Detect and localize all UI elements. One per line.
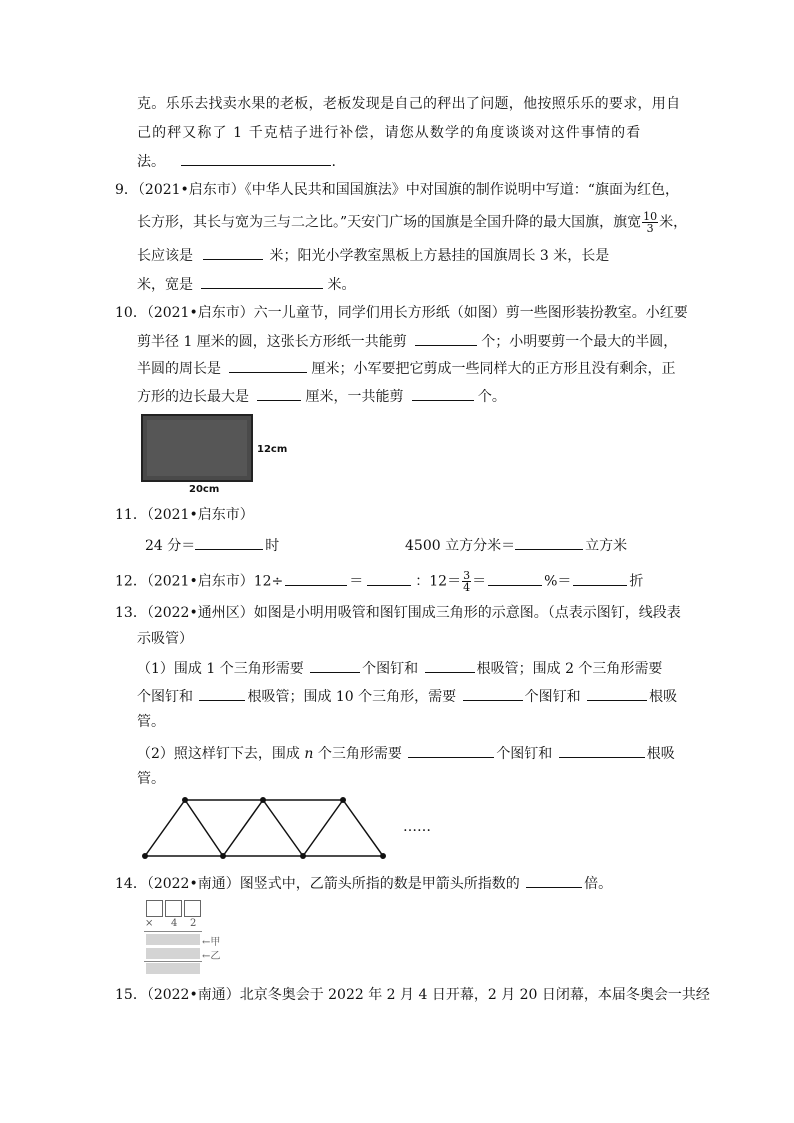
q8-line-2: 己的秤又称了 1 千克桔子进行补偿，请您从数学的角度谈谈对这件事情的看 — [137, 125, 642, 141]
q8-answer-blank[interactable] — [181, 151, 331, 166]
q10-text-c: 半圆的周长是 — [137, 361, 221, 377]
q9-text-b: 米， — [659, 214, 688, 231]
rectangle-paper-fill — [147, 420, 247, 476]
q12-pct: %＝ — [544, 573, 572, 590]
q13-p2-text-a: （2）照这样钉下去，围成 — [137, 746, 300, 762]
q12-fraction — [462, 570, 471, 593]
straw-diag-6 — [343, 800, 383, 856]
q13-p1-text-d: 个图钉和 — [137, 689, 193, 705]
q12-frac-num: 3 — [463, 569, 471, 582]
q11-blank-hours[interactable] — [195, 535, 263, 550]
product-row — [146, 963, 200, 974]
q8-text: 法。 — [137, 154, 165, 170]
pin-dot — [380, 853, 386, 859]
straw-diag-4 — [263, 800, 303, 856]
q13-p2-text-c: 个图钉和 — [496, 746, 553, 762]
q9-text-a: 长方形，其长与宽为三与二之比。”天安门广场的国旗是全国升降的最大国旗，旗宽 — [137, 214, 642, 231]
q12-blank-ratio[interactable] — [367, 571, 411, 586]
q11-blank-cubic-m[interactable] — [515, 535, 583, 550]
q13-p1-text-e: 根吸管；围成 10 个三角形，需要 — [247, 689, 457, 705]
q9-text-e: 米，宽是 — [137, 277, 193, 293]
partial-product-yi — [146, 948, 200, 959]
q10-text-g: 个。 — [477, 389, 506, 405]
pin-dot — [220, 853, 226, 859]
q9-text-f: 米。 — [327, 277, 356, 293]
q10-text-a: 剪半径 1 厘米的圆，这张长方形纸一共能剪 — [137, 334, 407, 350]
q10-text-b: 个；小明要剪一个最大的半圆， — [481, 334, 678, 350]
q13-p2-n: n — [304, 746, 314, 762]
q9-text-c: 长应该是 — [137, 248, 193, 264]
straw-diag-5 — [303, 800, 343, 856]
q9-line-1: 9．（2021•启东市）《中华人民共和国国旗法》中对国旗的制作说明中写道：“旗面为红色， — [115, 182, 679, 198]
q9-line-4 — [137, 274, 355, 295]
q8-line-1: 克。乐乐去找卖水果的老板，老板发现是自己的秤出了问题，他按照乐乐的要求，用自 — [137, 96, 681, 112]
multiplier-digit-4: 4 — [171, 918, 178, 929]
q10-text-f: 厘米，一共能剪 — [305, 389, 404, 405]
q9-line-3 — [137, 245, 609, 266]
digit-box-1 — [146, 900, 163, 917]
q12-prefix: 12．（2021•启东市）12÷ — [115, 573, 284, 590]
q15-line-1: 15．（2022•南通）北京冬奥会于 2022 年 2 月 4 日开幕，2 月 20 日闭幕，本届冬奥会一共经 — [115, 987, 710, 1003]
q11-part-2 — [405, 535, 627, 556]
q13-p1-text-c: 根吸管；围成 2 个三角形需要 — [476, 661, 663, 677]
q12-colon: ：12＝ — [415, 573, 462, 590]
figure-width-label: 20cm — [189, 484, 220, 495]
q14-text-b: 倍。 — [584, 876, 613, 892]
q10-line-3 — [137, 358, 675, 379]
q9-text-d: 米；阳光小学教室黑板上方悬挂的国旗周长 3 米，长是 — [269, 248, 610, 264]
q13-blank-1[interactable] — [310, 658, 360, 673]
q13-p2-text-b: 个三角形需要 — [317, 746, 402, 762]
q13-blank-7[interactable] — [559, 743, 645, 758]
multiply-sign: × — [145, 918, 154, 929]
q10-text-d: 厘米；小军要把它剪成一些同样大的正方形且没有剩余，正 — [311, 361, 676, 377]
q13-p1-text-f: 个图钉和 — [524, 689, 581, 705]
q12-blank-discount[interactable] — [573, 571, 627, 586]
q9-line-2 — [137, 211, 687, 234]
q13-p2-text-d: 根吸 — [646, 746, 675, 762]
digit-box-2 — [165, 900, 182, 917]
q13-blank-2[interactable] — [425, 658, 475, 673]
q12-blank-percent[interactable] — [488, 571, 542, 586]
q12-frac-den: 4 — [463, 581, 471, 594]
pin-dot — [182, 797, 188, 803]
straw-diag-3 — [223, 800, 263, 856]
q13-p2-line-2: 管。 — [137, 771, 165, 787]
q10-blank-perimeter[interactable] — [229, 358, 307, 373]
partial-product-jia — [146, 934, 200, 945]
q13-p2-line-1 — [137, 743, 675, 764]
q12-blank-divisor[interactable] — [285, 571, 347, 586]
q12-eq1: ＝ — [349, 573, 364, 590]
q8-period: . — [331, 154, 336, 170]
q13-p1-line-3: 管。 — [137, 714, 165, 730]
q10-text-e: 方形的边长最大是 — [137, 389, 249, 405]
q10-line-4 — [137, 386, 506, 407]
q9-blank-length[interactable] — [203, 245, 263, 260]
q11-part-1 — [145, 535, 279, 556]
pin-dot — [260, 797, 266, 803]
q13-blank-5[interactable] — [587, 686, 647, 701]
q9-blank-width[interactable] — [201, 274, 323, 289]
arrow-yi-label: ←乙 — [202, 951, 221, 962]
q14-text-a: 14．（2022•南通）图竖式中，乙箭头所指的数是甲箭头所指数的 — [115, 876, 520, 892]
q12-zhe: 折 — [629, 573, 644, 590]
q11-text-d: 立方米 — [585, 538, 628, 554]
q13-p1-text-a: （1）围成 1 个三角形需要 — [137, 661, 304, 677]
pin-dot — [300, 853, 306, 859]
q13-ellipsis: …… — [403, 819, 431, 835]
figure-height-label: 12cm — [257, 444, 288, 455]
vertical-rule-1 — [144, 931, 202, 932]
q14-line-1 — [115, 873, 612, 894]
q14-blank-times[interactable] — [526, 873, 582, 888]
q9-frac-num: 10 — [643, 210, 658, 223]
q12-eq2: ＝ — [472, 573, 487, 590]
q11-text-c: 4500 立方分米＝ — [405, 538, 516, 554]
q13-line-2: 示吸管） — [137, 631, 193, 647]
arrow-jia-label: ←甲 — [202, 937, 221, 948]
q10-blank-side[interactable] — [257, 386, 301, 401]
q13-p1-line-2 — [137, 686, 677, 707]
vertical-rule-2 — [144, 961, 202, 962]
q11-header: 11．（2021•启东市） — [115, 507, 254, 523]
q9-frac-den: 3 — [646, 222, 654, 235]
q13-p1-line-1 — [137, 658, 662, 679]
q10-blank-circles[interactable] — [415, 331, 477, 346]
q12-line — [115, 570, 643, 593]
q9-fraction — [642, 211, 658, 234]
pin-dot — [142, 853, 148, 859]
digit-box-3 — [184, 900, 201, 917]
rectangle-paper-figure — [141, 414, 253, 482]
q13-blank-4[interactable] — [463, 686, 523, 701]
q11-text-b: 时 — [265, 538, 280, 554]
q11-text-a: 24 分＝ — [145, 538, 196, 554]
q13-p1-text-g: 根吸 — [649, 689, 678, 705]
q10-line-1: 10．（2021•启东市）六一儿童节，同学们用长方形纸（如图）剪一些图形装扮教室。小红要 — [115, 305, 688, 321]
q13-p1-text-b: 个图钉和 — [362, 661, 419, 677]
q13-line-1: 13．（2022•通州区）如图是小明用吸管和图钉围成三角形的示意图。（点表示图钉，线段表 — [115, 605, 681, 621]
q8-line-3 — [137, 151, 336, 172]
q10-line-2 — [137, 331, 677, 352]
q13-blank-3[interactable] — [199, 686, 245, 701]
straw-diag-1 — [145, 800, 185, 856]
pin-dot — [340, 797, 346, 803]
triangle-figure — [140, 795, 390, 861]
q10-blank-squares[interactable] — [412, 386, 474, 401]
multiplier-digit-2: 2 — [190, 918, 197, 929]
straw-diag-2 — [185, 800, 223, 856]
q13-blank-6[interactable] — [408, 743, 494, 758]
